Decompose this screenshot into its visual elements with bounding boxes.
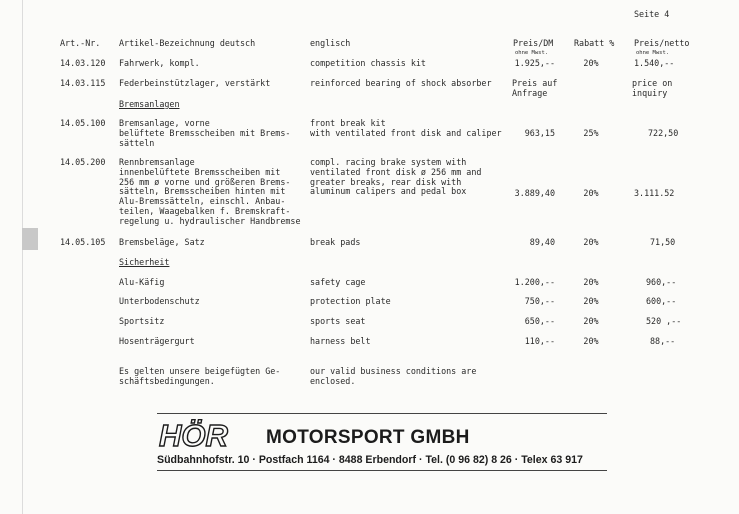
row-rabatt: 25% <box>583 128 599 138</box>
row-preis: 110,-- <box>524 336 555 346</box>
row-rabatt: 20% <box>583 296 599 306</box>
row-art-nr: 14.05.105 <box>60 237 106 247</box>
row-englisch: front break kit with ventilated front disk and caliper <box>310 118 502 138</box>
row-netto: 722,50 <box>648 128 679 138</box>
row-bezeichnung: Hosenträgergurt <box>119 336 195 346</box>
row-rabatt: 20% <box>583 188 599 198</box>
section-heading: Bremsanlagen <box>119 99 180 109</box>
row-netto: 600,-- <box>646 296 677 306</box>
row-rabatt: 20% <box>583 277 599 287</box>
row-englisch: safety cage <box>310 277 366 287</box>
header-preis-dm: Preis/DM <box>513 38 554 48</box>
row-art-nr: 14.03.115 <box>60 78 106 88</box>
terms-note-de: Es gelten unsere beigefügten Ge- schäftsbedingungen. <box>119 366 281 386</box>
row-preis: Preis auf Anfrage <box>512 78 558 98</box>
header-rabatt: Rabatt % <box>574 38 615 48</box>
row-bezeichnung: Bremsbeläge, Satz <box>119 237 205 247</box>
letterhead-rule-top <box>157 413 607 414</box>
header-preis-netto: Preis/netto <box>634 38 690 48</box>
section-heading: Sicherheit <box>119 257 170 267</box>
row-netto: 88,-- <box>650 336 676 346</box>
row-bezeichnung: Fahrwerk, kompl. <box>119 58 200 68</box>
row-netto: price on inquiry <box>632 78 673 98</box>
header-bezeichnung: Artikel-Bezeichnung deutsch <box>119 38 256 48</box>
row-netto: 1.540,-- <box>634 58 675 68</box>
row-preis: 1.925,-- <box>514 58 555 68</box>
row-netto: 3.111.52 <box>634 188 675 198</box>
header-englisch: englisch <box>310 38 351 48</box>
letterhead-rule-bottom <box>157 470 607 471</box>
row-englisch: sports seat <box>310 316 366 326</box>
row-preis: 1.200,-- <box>514 277 555 287</box>
row-bezeichnung: Sportsitz <box>119 316 165 326</box>
row-netto: 960,-- <box>646 277 677 287</box>
row-bezeichnung: Bremsanlage, vorne belüftete Bremsscheiben mit Brems- sätteln <box>119 118 291 148</box>
row-preis: 89,40 <box>529 237 555 247</box>
row-netto: 71,50 <box>650 237 676 247</box>
row-art-nr: 14.05.200 <box>60 157 106 167</box>
row-art-nr: 14.03.120 <box>60 58 106 68</box>
punch-hole-mark <box>22 228 38 250</box>
row-rabatt: 20% <box>583 316 599 326</box>
row-preis: 650,-- <box>524 316 555 326</box>
header-preis-netto-note: ohne Mwst. <box>636 50 670 56</box>
page-fold <box>22 0 23 514</box>
row-rabatt: 20% <box>583 237 599 247</box>
row-preis: 750,-- <box>524 296 555 306</box>
terms-note-en: our valid business conditions are enclosed. <box>310 366 477 386</box>
row-bezeichnung: Rennbremsanlage innenbelüftete Bremsscheiben mit 256 mm ø vorne und größeren Brems- sätteln, Bremsscheiben hinten mit Alu-Bremssätteln, einschl. Anbau- teilen, Waagebalken f. Bremskraft- regelung u. hydraulischer Handbremse <box>119 157 301 226</box>
company-address: Südbahnhofstr. 10 · Postfach 1164 · 8488 Erbendorf · Tel. (0 96 82) 8 26 · Telex 63 917 <box>157 454 583 466</box>
row-netto: 520 ,-- <box>646 316 682 326</box>
row-rabatt: 20% <box>583 336 599 346</box>
row-bezeichnung: Federbeinstützlager, verstärkt <box>119 78 271 88</box>
header-art-nr: Art.-Nr. <box>60 38 101 48</box>
row-englisch: competition chassis kit <box>310 58 426 68</box>
row-englisch: reinforced bearing of shock absorber <box>310 78 492 88</box>
header-preis-dm-note: ohne Mwst. <box>515 50 549 56</box>
page-number: Seite 4 <box>634 9 670 19</box>
row-rabatt: 20% <box>583 58 599 68</box>
row-bezeichnung: Alu-Käfig <box>119 277 165 287</box>
row-art-nr: 14.05.100 <box>60 118 106 128</box>
row-preis: 3.889,40 <box>514 188 555 198</box>
company-name: MOTORSPORT GMBH <box>266 427 470 448</box>
row-bezeichnung: Unterbodenschutz <box>119 296 200 306</box>
row-englisch: break pads <box>310 237 361 247</box>
hoer-logo-text: HÖR <box>159 418 228 450</box>
row-englisch: harness belt <box>310 336 371 346</box>
hoer-logo <box>157 418 252 450</box>
row-preis: 963,15 <box>524 128 555 138</box>
row-englisch: protection plate <box>310 296 391 306</box>
row-englisch: compl. racing brake system with ventilated front disk ø 256 mm and greater breaks, rear disk with aluminum calipers and pedal box <box>310 157 482 197</box>
